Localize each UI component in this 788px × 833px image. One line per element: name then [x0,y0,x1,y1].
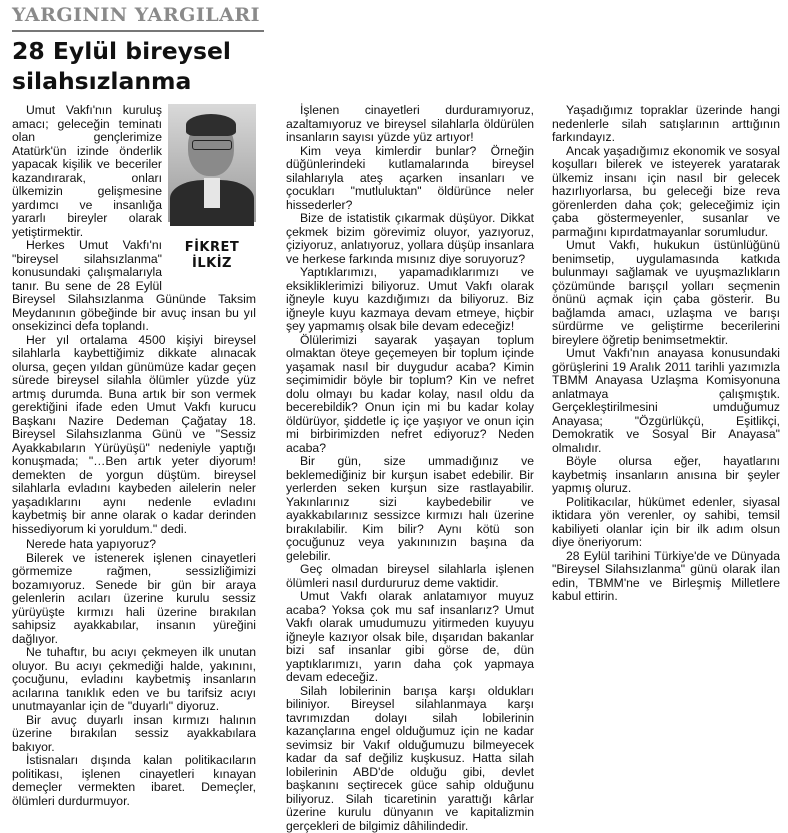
author-last-name: İLKİZ [168,256,256,272]
paragraph: Umut Vakfı olarak anlatamıyor muyuz acaba? Yoksa çok mu saf insanlarız? Umut Vakfı olarak umudumuzu yitirmeden kuyuyu iğneyle kazıyor olsak bile, dışarıdan bakanlar bizi saf insanlar gibi görse de, dün yaptıklarımızı, yarın daha çok yapmaya devam edeceğiz. [286,590,534,685]
paragraph: Nerede hata yapıyoruz? [12,538,256,552]
paragraph: Umut Vakfı'nın kuruluş amacı; geleceğin teminatı olan gençlerimize Atatürk'ün izinde önderlik yapacak kişilik ve beceriler kazandırarak, onları ülkemizin gelişmesine yardımcı ve insanlığa yararlı bireyler olarak yetiştirmektir. [12,104,256,239]
paragraph: İstisnaları dışında kalan politikacıların politikası, işlenen cinayetleri kınayan demeçler vermekten ibaret. Demeçler, ölümleri durdurmuyor. [12,754,256,808]
paragraph: Silah lobilerinin barışa karşı oldukları biliniyor. Bireysel silahlanmaya karşı tavrımızdan dolayı silah lobilerinin kazançlarına engel olduğumuz için ne kadar sevimsiz bir Vakıf olduğumuzu bilmeyecek kadar da saf değiliz kuşkusuz. Hatta silah lobilerinin ABD'de olduğu gibi, devlet başkanını seçtirecek güce sahip olduğunu biliyoruz. Silah ticaretinin yarattığı kârlar üzerine kurulu dünyanın ve kapitalizmin gerçekleri de bilgimiz dâhilindedir. [286,685,534,833]
author-name [168,240,256,272]
paragraph: Bize de istatistik çıkarmak düşüyor. Dikkat çekmek bizim görevimiz oluyor, yazıyoruz, çiziyoruz, anlatıyoruz, yollara düşüp insanlara ve herkese farkında mısınız diye soruyoruz? [286,212,534,266]
paragraph: Bilerek ve istenerek işlenen cinayetleri görmemize rağmen, sessizliğimizi bozamıyoruz. Senede bir gün bir araya gelenlerin acıları üzerine kurulu sessiz yürüyüşte kırmızı hali üzerine bırakılan sahipsiz ayakkabılar, insanın yüreğini dağlıyor. [12,552,256,647]
paragraph: Geç olmadan bireysel silahlarla işlenen ölümleri nasıl durdururuz deme vaktidir. [286,563,534,590]
article-column-2 [286,104,534,833]
paragraph: Umut Vakfı, hukukun üstünlüğünü benimsetip, uygulamasında katkıda bulunmayı sağlamak ve uyuşmazlıkların çözümünde barışçıl yolları seçmenin önünü açmak için çaba gösterir. Bu bağlamda amacı, uzlaşma ve barışı sürdürme ve geliştirme becerilerini bireylere öğretip benimsetmektir. [552,239,780,347]
paragraph: Böyle olursa eğer, hayatlarını kaybetmiş insanların anısına bir şeyler yapmış oluruz. [552,455,780,496]
paragraph: Herkes Umut Vakfı'nı "bireysel silahsızlanma" konusundaki çalışmalarıyla tanır. Bu sene de 28 Eylül Bireysel Silahsızlanma Gününde Taksim Meydanının göbeğinde bir avuç insan bu yıl onsekizinci defa toplandı. [12,239,256,334]
headline-line-1: 28 Eylül bireysel [12,36,272,66]
paragraph: Yaşadığımız topraklar üzerinde hangi nedenlerle silah satışlarının arttığının farkındayız. [552,104,780,145]
paragraph: Bir avuç duyarlı insan kırmızı halının üzerine bırakılan sessiz ayakkabılara bakıyor. [12,714,256,755]
paragraph: Umut Vakfı'nın anayasa konusundaki görüşlerini 19 Aralık 2011 tarihli yazımızla TBMM Anayasa Uzlaşma Komisyonuna anlatmaya çalışmıştık. Gerçekleştirilmesini umduğumuz Anayasa; "Özgürlükçü, Eşitlikçi, Demokratik ve Sosyal Bir Anayasa" olmalıdır. [552,347,780,455]
paragraph: Her yıl ortalama 4500 kişiyi bireysel silahlarla kaybettiğimiz dikkate alınacak olursa, geçen yıldan günümüze kadar geçen sürede bireysel silahla ölümler yüzde yüz artmış durumda. Buna artık bir son vermek gerektiğini ifade eden Umut Vakfı kurucu Başkanı Nazire Dedeman Çağatay 18. Bireysel Silahsızlanma Günü ve "Sessiz Ayakkabıların Yürüyüşü" nedeniyle yaptığı konuşmada; "…Ben artık yeter diyorum! demekten de yorgun düştüm. bireysel silahlarla evladını kaybeden ailelerin neler yaşadıklarını aynı nedenle evladını kaybetmiş bir anne olarak o kadar derinden hissediyorum ki yoruldum." dedi. [12,334,256,537]
headline-line-2: silahsızlanma [12,66,272,96]
headline [12,36,272,96]
paragraph: Yaptıklarımızı, yapamadıklarımızı ve eksikliklerimizi biliyoruz. Umut Vakfı olarak iğneyle kuyu kazdığımızı da biliyoruz. Biz iğneyle kuyu kazmaya devam etmeye, hiçbir şey yapmamış olsak bile devam edeceğiz! [286,266,534,334]
paragraph: Ölülerimizi sayarak yaşayan toplum olmaktan öteye geçemeyen bir toplum içinde yaşamak nasıl bir duygudur acaba? Kimin seçimimidir böyle bir toplum? Kin ve nefret dolu olmayı bu kadar kolay, nasıl oldu da becerebildik? Onun için mi bu kadar kolay öldürüyor, şiddetle iç içe yaşıyor ve onun için mi birbirimizden nefret ediyoruz? Neden acaba? [286,334,534,456]
article-column-3 [552,104,780,604]
author-first-name: FİKRET [168,240,256,256]
author-box [168,104,256,286]
paragraph: Kim veya kimlerdir bunlar? Örneğin düğünlerindeki kutlamalarında bireysel silahlarıyla ateş açarken insanları ve çocukları "mutluluktan" öldürünce neler hissederler? [286,145,534,213]
section-title: YARGININ YARGILARI [12,4,260,26]
article-column-1 [12,104,256,808]
paragraph: Politikacılar, hükümet edenler, siyasal iktidara yön verenler, oy sahibi, temsil kabiliyeti olanlar için bir ilk adım olsun diye öneriyorum: [552,496,780,550]
paragraph: Ancak yaşadığımız ekonomik ve sosyal koşulları bilerek ve isteyerek yaratarak ülkemiz insanı için nasıl bir gelecek hazırlıyorlarsa, bu geleceği bize reva görenlerden daha çok; geleceğimiz için çaba göstermeyenler, susanlar ve parmağını kıpırdatmayanlar sorumludur. [552,145,780,240]
section-rule [12,30,264,32]
paragraph: İşlenen cinayetleri durduramıyoruz, azaltamıyoruz ve bireysel silahlarla öldürülen insanların sayısı yüzde yüz artıyor! [286,104,534,145]
paragraph: Ne tuhaftır, bu acıyı çekmeyen ilk unutan oluyor. Bu acıyı çekmediği halde, yakınını, çocuğunu, evladını kaybetmiş insanların acılarına tanıklık eden ve bu tarifsiz acıyı unutmayanlar için de "duyarlı" diyoruz. [12,646,256,714]
paragraph: Bir gün, size ummadığınız ve beklemediğiniz bir kurşun isabet edebilir. Bir yerlerden seken kurşun size rastlayabilir. Yakınlarınız sizi kaybedebilir ve ayakkabılarınız sessizce kırmızı halı üzerine bırakılabilir. Kim bilir? Aynı kötü son çocuğunuz veya yakınınızın başına da gelebilir. [286,455,534,563]
author-photo [168,104,256,222]
paragraph: 28 Eylül tarihini Türkiye'de ve Dünyada "Bireysel Silahsızlanma" günü olarak ilan edin, TBMM'ne ve Birleşmiş Milletlere kabul ettirin. [552,550,780,604]
